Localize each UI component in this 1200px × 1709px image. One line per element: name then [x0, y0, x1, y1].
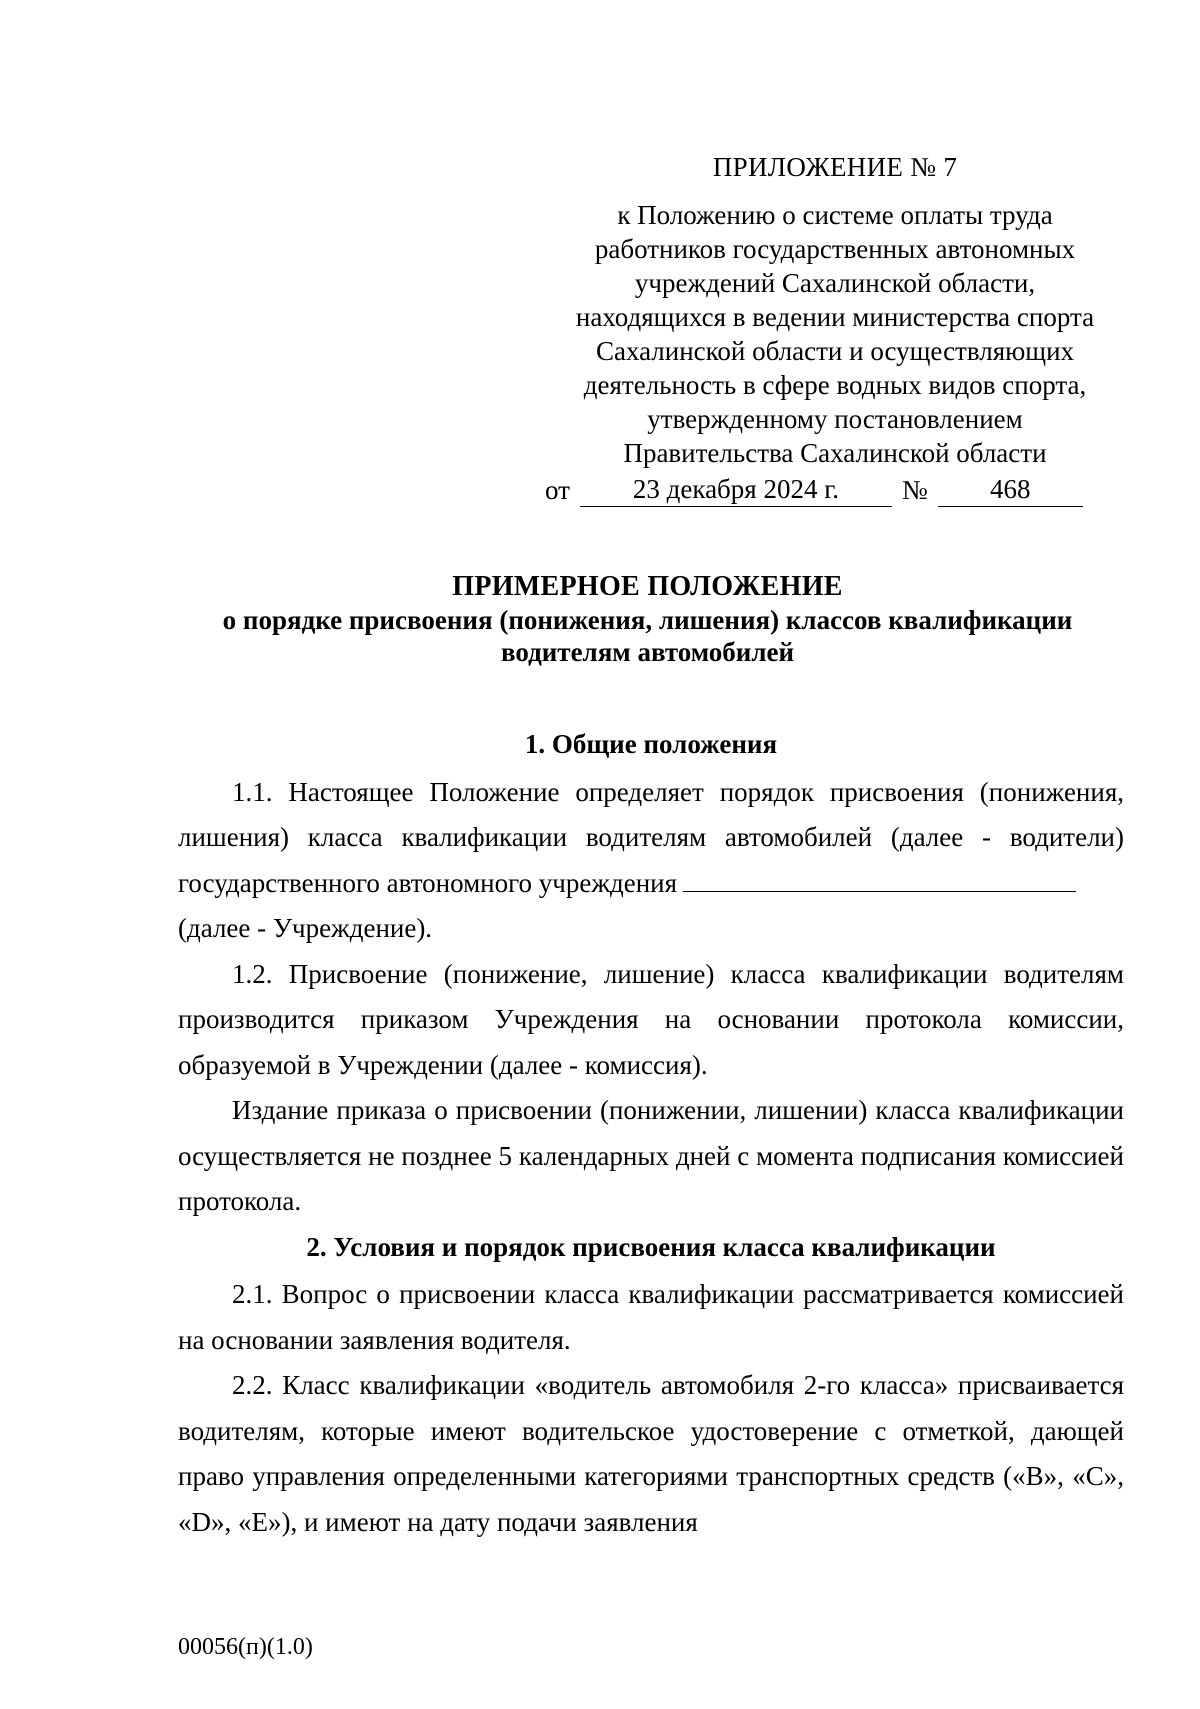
section-1-title: 1. Общие положения [524, 729, 778, 759]
paragraph-1-2: 1.2. Присвоение (понижение, лишение) класса квалификации водителям производится приказом Учреждения на основании протокола комиссии, образуемой в Учреждении (далее - комиссия). [178, 958, 1124, 1080]
paragraph-2-1: 2.1. Вопрос о присвоении класса квалификации рассматривается комиссией на основании заявления водителя. [178, 1279, 1124, 1355]
appendix-line: утвержденному постановлением [647, 404, 1023, 434]
paragraph-2-2: 2.2. Класс квалификации «водитель автомобиля 2-го класса» присваивается водителям, которые имеют водительское удостоверение с отметкой, дающей право управления определенными категориями транспортных средств («B», «C», «D», «E»), и имеют на дату подачи заявления [178, 1370, 1124, 1537]
appendix-line: находящихся в ведении министерства спорта [575, 302, 1095, 332]
from-label: от [545, 475, 570, 505]
paragraph-1-1-end: (далее - Учреждение). [178, 913, 433, 943]
appendix-title: ПРИЛОЖЕНИЕ № 7 [712, 152, 958, 182]
resolution-date-row [545, 472, 1125, 507]
heading-subtitle-line: о порядке присвоения (понижения, лишения) классов квалификации [222, 605, 1073, 635]
resolution-number: 468 [938, 472, 1083, 507]
appendix-line: Сахалинской области и осуществляющих [595, 336, 1075, 366]
appendix-line: к Положению о системе оплаты труда [617, 200, 1053, 230]
section-2-title: 2. Условия и порядок присвоения класса квалификации [306, 1231, 996, 1262]
appendix-line: Правительства Сахалинской области [623, 438, 1047, 468]
paragraph-1-1 [178, 770, 1124, 907]
paragraph-1-1-text: 1.1. Настоящее Положение определяет порядок присвоения (понижения, лишения) класса квалификации водителям автомобилей (далее - водители) государственного автономного учреждения [178, 776, 1124, 898]
paragraph-1-3: Издание приказа о присвоении (понижении, лишении) класса квалификации осуществляется не позднее 5 календарных дней с момента подписания комиссией протокола. [178, 1095, 1124, 1216]
document-body [178, 722, 1124, 1545]
document-code: 00056(п)(1.0) [178, 1634, 313, 1660]
appendix-line: учреждений Сахалинской области, [634, 268, 1036, 298]
appendix-line: работников государственных автономных [594, 234, 1076, 264]
institution-name-field [683, 863, 1076, 892]
number-label: № [901, 475, 928, 505]
document-heading [170, 570, 1125, 668]
heading-title: ПРИМЕРНОЕ ПОЛОЖЕНИЕ [452, 571, 843, 602]
appendix-line: деятельность в сфере водных видов спорта, [583, 370, 1087, 400]
heading-subtitle-line: водителям автомобилей [500, 637, 795, 667]
resolution-date: 23 декабря 2024 г. [580, 472, 892, 507]
appendix-block [545, 150, 1125, 507]
